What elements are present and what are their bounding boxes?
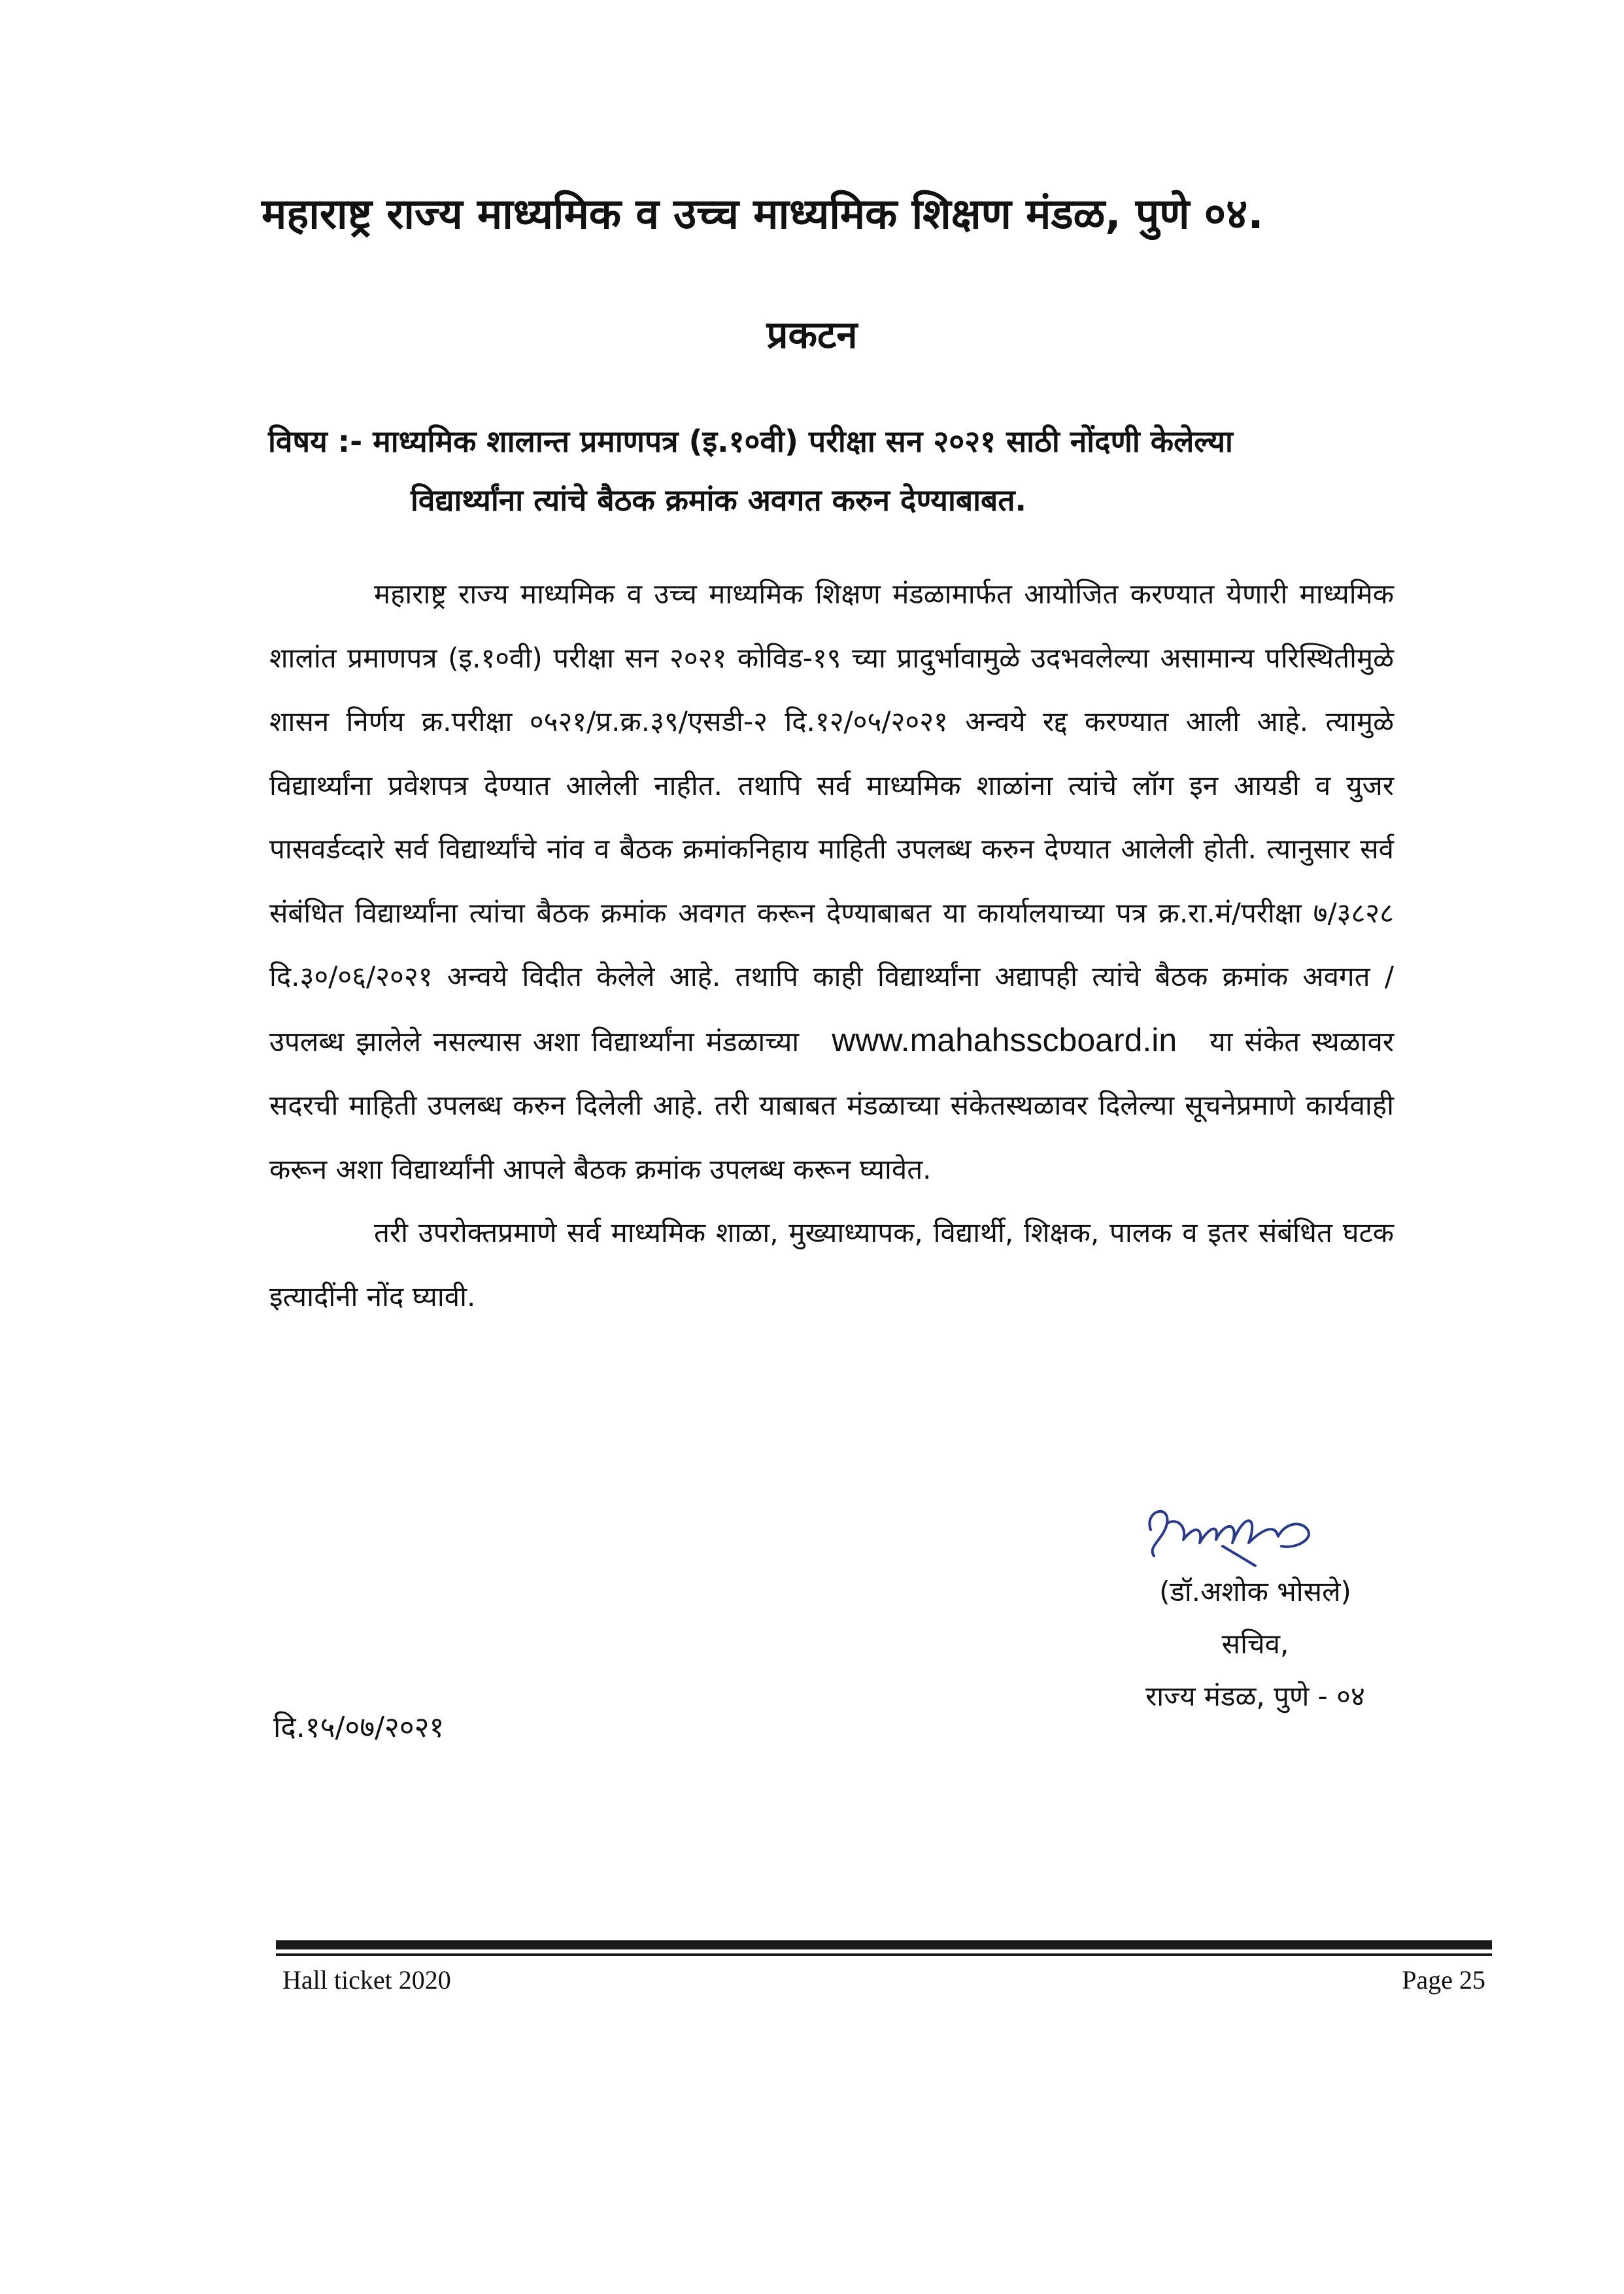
paragraph-1 (269, 562, 1394, 1201)
paragraph-1-part-1: महाराष्ट्र राज्य माध्यमिक व उच्च माध्यमिक शिक्षण मंडळामार्फत आयोजित करण्यात येणारी माध्यमिक शालांत प्रमाणपत्र (इ.१०वी) परीक्षा सन २०२१ कोविड-१९ च्या प्रादुर्भावामुळे उदभवलेल्या असामान्य परिस्थितीमुळे शासन निर्णय क्र.परीक्षा ०५२१/प्र.क्र.३९/एसडी-२ दि.१२/०५/२०२१ अन्वये रद्द करण्यात आली आहे. त्यामुळे विद्यार्थ्यांना प्रवेशपत्र देण्यात आलेली नाहीत. तथापि सर्व माध्यमिक शाळांना त्यांचे लॉग इन आयडी व युजर पासवर्डव्दारे सर्व विद्यार्थ्यांचे नांव व बैठक क्रमांकनिहाय माहिती उपलब्ध करुन देण्यात आलेली होती. त्यानुसार सर्व संबंधित विद्यार्थ्यांना त्यांचा बैठक क्रमांक अवगत करून देण्याबाबत या कार्यालयाच्या पत्र क्र.रा.मं/परीक्षा ७/३८२८ दि.३०/०६/२०२१ अन्वये विदीत केलेले आहे. तथापि काही विद्यार्थ्यांना अद्यापही त्यांचे बैठक क्रमांक अवगत / उपलब्ध झालेले नसल्यास अशा विद्यार्थ्यांना मंडळाच्या (269, 578, 1394, 1058)
board-heading: महाराष्ट्र राज्य माध्यमिक व उच्च माध्यमिक शिक्षण मंडळ, पुणे ०४. (262, 190, 1264, 239)
handwritten-signature (1125, 1484, 1327, 1569)
body-text (269, 562, 1394, 1328)
subject-block (268, 412, 1445, 530)
page-number: Page 25 (1402, 1965, 1485, 1995)
signatory-designation: सचिव, (1221, 1628, 1289, 1660)
paragraph-2: तरी उपरोक्तप्रमाणे सर्व माध्यमिक शाळा, मुख्याध्यापक, विद्यार्थी, शिक्षक, पालक व इतर संबंधित घटक इत्यादींनी नोंद घ्यावी. (269, 1217, 1394, 1313)
issue-date: दि.१५/०७/२०२१ (273, 1711, 445, 1744)
signatory-name: (डॉ.अशोक भोसले) (1159, 1576, 1351, 1608)
signatory-office: राज्य मंडळ, पुणे - ०४ (1145, 1680, 1365, 1712)
footer-left-text: Hall ticket 2020 (282, 1965, 451, 1995)
subject-line-2: विद्यार्थ्यांना त्यांचे बैठक क्रमांक अवगत करुन देण्याबाबत. (411, 482, 1027, 518)
notice-title: प्रकटन (766, 312, 858, 357)
website-link[interactable]: www.mahahsscboard.in (832, 1021, 1177, 1058)
paragraph-1-part-2: या संकेत स्थळावर सदरची माहिती उपलब्ध करुन दिलेली आहे. तरी याबाबत मंडळाच्या संकेतस्थळावर दिलेल्या सूचनेप्रमाणे कार्यवाही करून अशा विद्यार्थ्यांनी आपले बैठक क्रमांक उपलब्ध करून घ्यावेत. (269, 1025, 1394, 1185)
subject-line-1: विषय :- माध्यमिक शालान्त प्रमाणपत्र (इ.१०वी) परीक्षा सन २०२१ साठी नोंदणी केलेल्या (268, 424, 1233, 459)
footer-divider-thin (276, 1953, 1492, 1956)
footer-divider (276, 1940, 1492, 1949)
signatory-block (1072, 1566, 1438, 1723)
